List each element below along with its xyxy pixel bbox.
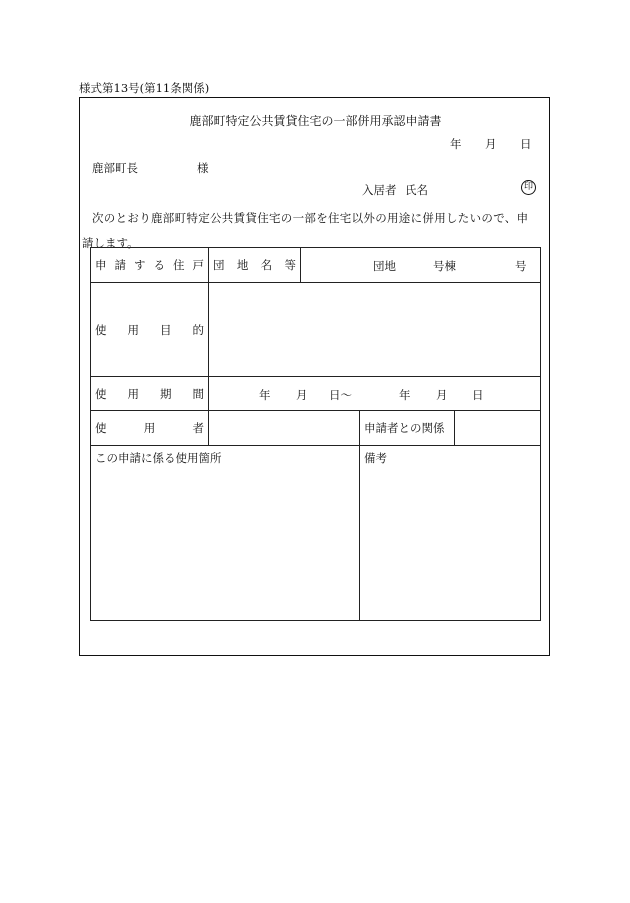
purpose-label-cell <box>91 283 209 377</box>
remarks-cell[interactable] <box>360 446 541 621</box>
remarks-label: 備考 <box>364 451 387 465</box>
date-year-label: 年 <box>450 137 462 151</box>
period-label: 使 用 期 間 <box>95 386 204 401</box>
date-day-label: 日 <box>520 137 532 151</box>
period-label-cell <box>91 377 209 411</box>
period-start-year: 年 <box>259 388 271 402</box>
location-cell[interactable] <box>91 446 360 621</box>
table-row <box>91 446 541 621</box>
seal-mark-icon: 印 <box>521 180 536 195</box>
name-label: 氏名 <box>405 183 428 197</box>
period-input-cell[interactable] <box>209 377 541 411</box>
period-end-year: 年 <box>399 388 411 402</box>
form-code: 様式第13号(第11条関係) <box>79 81 210 95</box>
table-row <box>91 377 541 411</box>
relation-label-cell <box>360 411 455 446</box>
location-label: この申請に係る使用箇所 <box>95 451 222 465</box>
addressee-name: 鹿部町長 <box>92 161 138 175</box>
application-table <box>90 247 541 621</box>
body-text-line-1: 次のとおり鹿部町特定公共賃貸住宅の一部を住宅以外の用途に併用したいので、申 <box>92 211 529 225</box>
purpose-input-cell[interactable] <box>209 283 541 377</box>
estate-room-label: 号 <box>515 259 527 273</box>
estate-unit-cell[interactable] <box>301 248 541 283</box>
application-form <box>79 97 550 656</box>
body-text-line-2: 請します。 <box>82 236 139 250</box>
user-label-cell <box>91 411 209 446</box>
estate-name-label-cell <box>209 248 301 283</box>
addressee-honorific: 様 <box>197 161 209 175</box>
form-title: 鹿部町特定公共賃貸住宅の一部併用承認申請書 <box>189 114 442 128</box>
table-row <box>91 411 541 446</box>
table-row <box>91 248 541 283</box>
relation-input-cell[interactable] <box>455 411 541 446</box>
relation-label: 申請者との関係 <box>364 421 445 435</box>
estate-name-label: 団 地 名 等 <box>213 258 296 272</box>
estate-danchi-label: 団地 <box>373 259 396 273</box>
user-input-cell[interactable] <box>209 411 360 446</box>
period-start-day: 日〜 <box>329 388 352 402</box>
estate-building-label: 号棟 <box>433 259 456 273</box>
purpose-label: 使 用 目 的 <box>95 322 204 337</box>
table-row <box>91 283 541 377</box>
address-label: 申 請 す る 住 戸 <box>95 258 204 272</box>
period-end-month: 月 <box>436 388 448 402</box>
resident-label: 入居者 <box>362 183 397 197</box>
period-start-month: 月 <box>296 388 308 402</box>
period-end-day: 日 <box>472 388 484 402</box>
address-label-cell <box>91 248 209 283</box>
date-month-label: 月 <box>485 137 497 151</box>
user-label: 使 用 者 <box>95 421 204 435</box>
